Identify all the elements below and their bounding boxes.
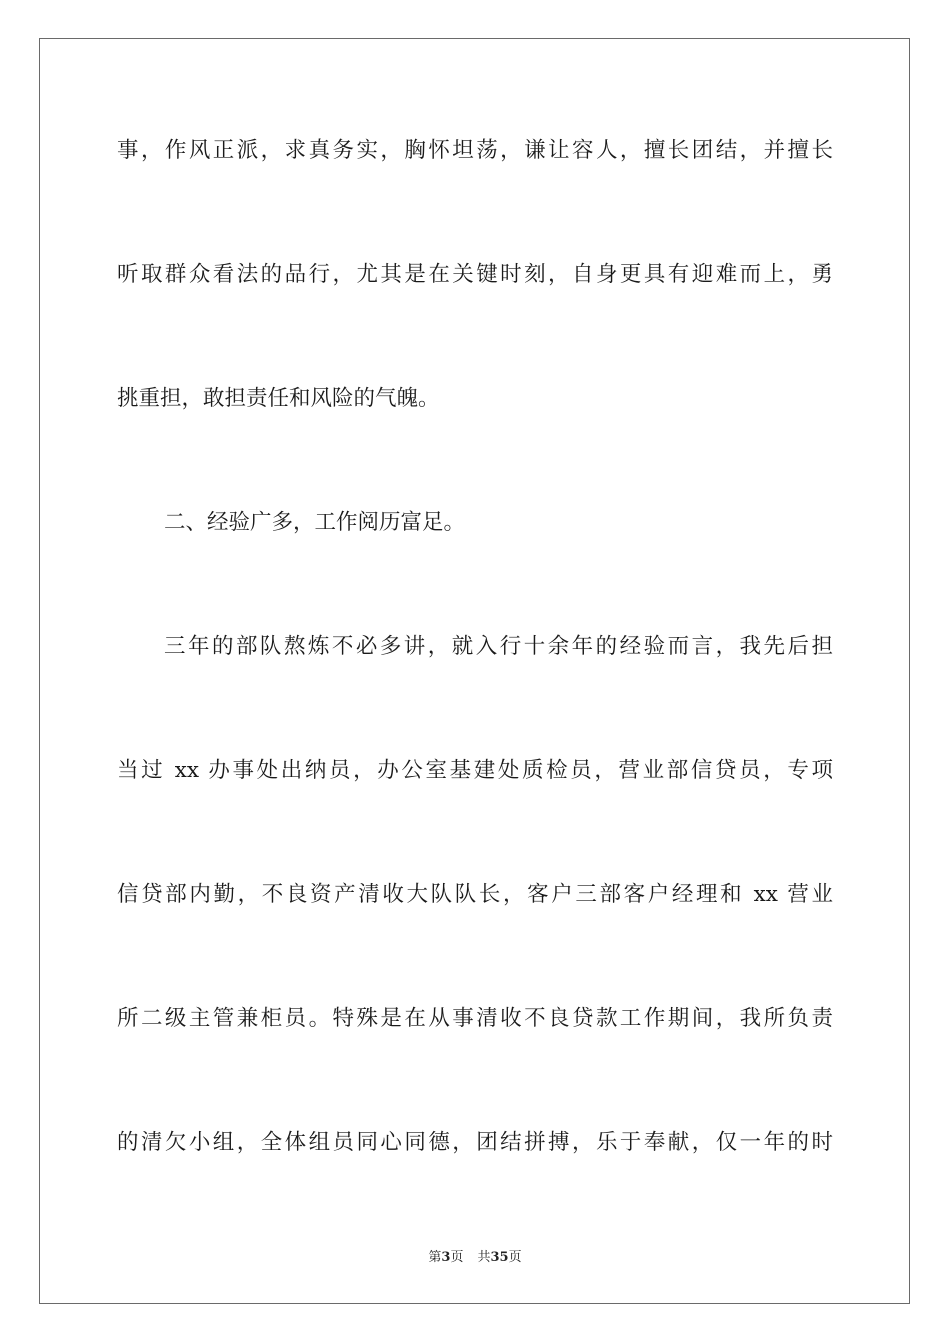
body-line-7: 信贷部内勤，不良资产清收大队队长，客户三部客户经理和 xx 营业 — [117, 882, 833, 907]
page-border — [39, 38, 910, 1304]
body-line-8: 所二级主管兼柜员。特殊是在从事清收不良贷款工作期间，我所负责 — [117, 1006, 833, 1031]
body-line-3: 挑重担，敢担责任和风险的气魄。 — [117, 386, 440, 411]
page-prefix: 第 — [428, 1250, 442, 1265]
body-line-9: 的清欠小组，全体组员同心同德，团结拼搏，乐于奉献，仅一年的时 — [117, 1130, 833, 1155]
body-line-6: 当过 xx 办事处出纳员，办公室基建处质检员，营业部信贷员，专项 — [117, 758, 833, 783]
total-unit: 页 — [508, 1250, 522, 1265]
body-line-1: 事，作风正派，求真务实，胸怀坦荡，谦让容人，擅长团结，并擅长 — [117, 138, 833, 163]
body-line-2: 听取群众看法的品行，尤其是在关键时刻，自身更具有迎难而上，勇 — [117, 262, 833, 287]
total-prefix: 共 — [477, 1250, 491, 1265]
current-page-number: 3 — [441, 1250, 451, 1265]
body-line-5: 三年的部队熬炼不必多讲，就入行十余年的经验而言，我先后担 — [164, 634, 833, 659]
page-footer — [0, 1249, 950, 1267]
total-page-count: 35 — [490, 1250, 509, 1265]
page-unit: 页 — [450, 1250, 464, 1265]
section-heading: 二、经验广多，工作阅历富足。 — [164, 510, 466, 535]
